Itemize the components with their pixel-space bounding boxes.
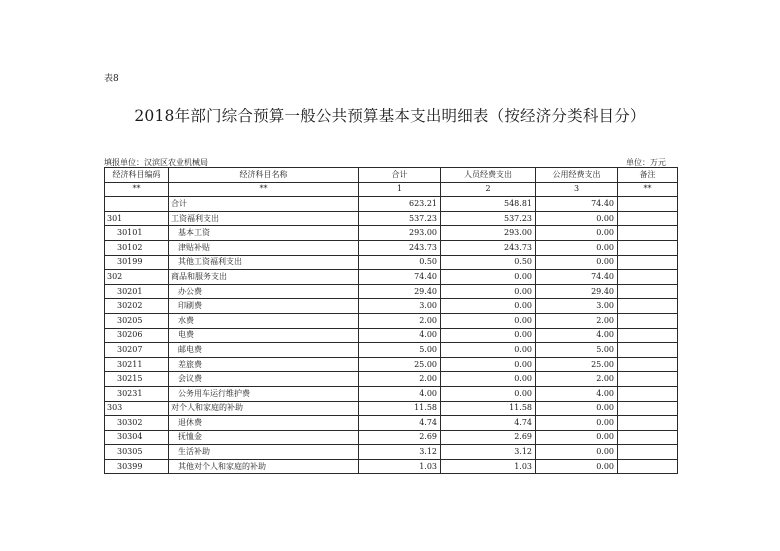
row-name: 其他工资福利支出 <box>169 255 359 270</box>
row-personnel: 293.00 <box>441 226 536 241</box>
budget-table <box>104 167 678 474</box>
row-total: 2.00 <box>359 372 441 387</box>
row-public: 3.00 <box>536 299 618 314</box>
header-note: 备注 <box>618 168 678 183</box>
row-total: 3.00 <box>359 299 441 314</box>
index-cell: ** <box>105 182 169 197</box>
table-row <box>105 386 678 401</box>
table-number: 表8 <box>104 74 119 84</box>
row-personnel: 548.81 <box>441 197 536 212</box>
row-code: 30231 <box>105 386 169 401</box>
row-total: 2.69 <box>359 430 441 445</box>
row-note <box>618 372 678 387</box>
row-note <box>618 430 678 445</box>
row-total: 5.00 <box>359 343 441 358</box>
row-public: 4.00 <box>536 328 618 343</box>
row-code: 30202 <box>105 299 169 314</box>
row-personnel: 4.74 <box>441 416 536 431</box>
row-public: 0.00 <box>536 240 618 255</box>
row-name: 会议费 <box>169 372 359 387</box>
row-total: 25.00 <box>359 357 441 372</box>
row-public: 0.00 <box>536 255 618 270</box>
row-note <box>618 284 678 299</box>
row-code: 30199 <box>105 255 169 270</box>
row-note <box>618 357 678 372</box>
row-name: 差旅费 <box>169 357 359 372</box>
row-name: 退休费 <box>169 416 359 431</box>
header-name: 经济科目名称 <box>169 168 359 183</box>
row-total: 623.21 <box>359 197 441 212</box>
row-note <box>618 197 678 212</box>
row-note <box>618 299 678 314</box>
index-cell: ** <box>169 182 359 197</box>
table-row <box>105 328 678 343</box>
row-total: 0.50 <box>359 255 441 270</box>
row-public: 2.00 <box>536 372 618 387</box>
table-row <box>105 372 678 387</box>
table-row <box>105 255 678 270</box>
row-public: 4.00 <box>536 386 618 401</box>
row-code: 302 <box>105 270 169 285</box>
row-public: 0.00 <box>536 211 618 226</box>
row-public: 0.00 <box>536 416 618 431</box>
table-row <box>105 401 678 416</box>
page-title: 2018年部门综合预算一般公共预算基本支出明细表（按经济分类科目分） <box>134 107 646 125</box>
table-row <box>105 313 678 328</box>
index-cell: 2 <box>441 182 536 197</box>
row-personnel: 0.00 <box>441 328 536 343</box>
row-name: 商品和服务支出 <box>169 270 359 285</box>
row-name: 对个人和家庭的补助 <box>169 401 359 416</box>
row-name: 水费 <box>169 313 359 328</box>
row-public: 25.00 <box>536 357 618 372</box>
row-note <box>618 459 678 474</box>
row-code: 30206 <box>105 328 169 343</box>
row-code: 30207 <box>105 343 169 358</box>
row-public: 0.00 <box>536 459 618 474</box>
row-personnel: 0.00 <box>441 270 536 285</box>
row-code: 30211 <box>105 357 169 372</box>
row-name: 电费 <box>169 328 359 343</box>
row-name: 邮电费 <box>169 343 359 358</box>
row-total: 2.00 <box>359 313 441 328</box>
row-code: 30302 <box>105 416 169 431</box>
table-row <box>105 459 678 474</box>
row-total: 293.00 <box>359 226 441 241</box>
header-personnel: 人员经费支出 <box>441 168 536 183</box>
row-total: 4.00 <box>359 328 441 343</box>
row-code: 303 <box>105 401 169 416</box>
row-public: 0.00 <box>536 401 618 416</box>
row-note <box>618 386 678 401</box>
row-total: 3.12 <box>359 445 441 460</box>
row-name: 生活补助 <box>169 445 359 460</box>
row-note <box>618 445 678 460</box>
header-row <box>105 168 678 183</box>
row-public: 29.40 <box>536 284 618 299</box>
row-code: 30102 <box>105 240 169 255</box>
table-row <box>105 445 678 460</box>
row-personnel: 0.50 <box>441 255 536 270</box>
table-row <box>105 299 678 314</box>
row-code: 301 <box>105 211 169 226</box>
row-note <box>618 255 678 270</box>
row-public: 0.00 <box>536 226 618 241</box>
row-note <box>618 226 678 241</box>
row-name: 基本工资 <box>169 226 359 241</box>
row-code <box>105 197 169 212</box>
row-total: 4.00 <box>359 386 441 401</box>
row-personnel: 0.00 <box>441 357 536 372</box>
row-personnel: 0.00 <box>441 343 536 358</box>
row-personnel: 0.00 <box>441 372 536 387</box>
row-name: 津贴补贴 <box>169 240 359 255</box>
row-note <box>618 240 678 255</box>
index-cell: 3 <box>536 182 618 197</box>
header-public: 公用经费支出 <box>536 168 618 183</box>
row-personnel: 2.69 <box>441 430 536 445</box>
row-total: 1.03 <box>359 459 441 474</box>
row-name: 办公费 <box>169 284 359 299</box>
table-row <box>105 226 678 241</box>
index-row <box>105 182 678 197</box>
index-cell: ** <box>618 182 678 197</box>
row-personnel: 0.00 <box>441 313 536 328</box>
row-note <box>618 401 678 416</box>
table-row <box>105 211 678 226</box>
row-code: 30201 <box>105 284 169 299</box>
row-personnel: 11.58 <box>441 401 536 416</box>
row-personnel: 3.12 <box>441 445 536 460</box>
row-personnel: 1.03 <box>441 459 536 474</box>
row-public: 74.40 <box>536 270 618 285</box>
row-personnel: 0.00 <box>441 386 536 401</box>
row-total: 74.40 <box>359 270 441 285</box>
row-total: 243.73 <box>359 240 441 255</box>
row-code: 30101 <box>105 226 169 241</box>
row-code: 30304 <box>105 430 169 445</box>
row-name: 工资福利支出 <box>169 211 359 226</box>
filing-unit: 填报单位：汉滨区农业机械局 <box>104 158 208 167</box>
row-total: 4.74 <box>359 416 441 431</box>
row-code: 30305 <box>105 445 169 460</box>
table-row <box>105 416 678 431</box>
row-note <box>618 328 678 343</box>
row-name: 印刷费 <box>169 299 359 314</box>
table-row <box>105 430 678 445</box>
row-code: 30399 <box>105 459 169 474</box>
row-name: 合计 <box>169 197 359 212</box>
header-total: 合计 <box>359 168 441 183</box>
table-row <box>105 343 678 358</box>
row-public: 5.00 <box>536 343 618 358</box>
currency-unit: 单位：万元 <box>626 158 666 167</box>
row-note <box>618 270 678 285</box>
row-name: 公务用车运行维护费 <box>169 386 359 401</box>
row-total: 11.58 <box>359 401 441 416</box>
row-code: 30205 <box>105 313 169 328</box>
row-total: 29.40 <box>359 284 441 299</box>
row-name: 抚恤金 <box>169 430 359 445</box>
row-name: 其他对个人和家庭的补助 <box>169 459 359 474</box>
header-code: 经济科目编码 <box>105 168 169 183</box>
row-code: 30215 <box>105 372 169 387</box>
row-note <box>618 211 678 226</box>
table-row <box>105 357 678 372</box>
table-row <box>105 270 678 285</box>
row-note <box>618 313 678 328</box>
row-total: 537.23 <box>359 211 441 226</box>
row-public: 74.40 <box>536 197 618 212</box>
table-row <box>105 240 678 255</box>
row-public: 2.00 <box>536 313 618 328</box>
index-cell: 1 <box>359 182 441 197</box>
row-personnel: 0.00 <box>441 284 536 299</box>
table-row <box>105 197 678 212</box>
row-personnel: 243.73 <box>441 240 536 255</box>
row-public: 0.00 <box>536 430 618 445</box>
row-personnel: 537.23 <box>441 211 536 226</box>
row-note <box>618 416 678 431</box>
row-personnel: 0.00 <box>441 299 536 314</box>
row-public: 0.00 <box>536 445 618 460</box>
row-note <box>618 343 678 358</box>
table-row <box>105 284 678 299</box>
